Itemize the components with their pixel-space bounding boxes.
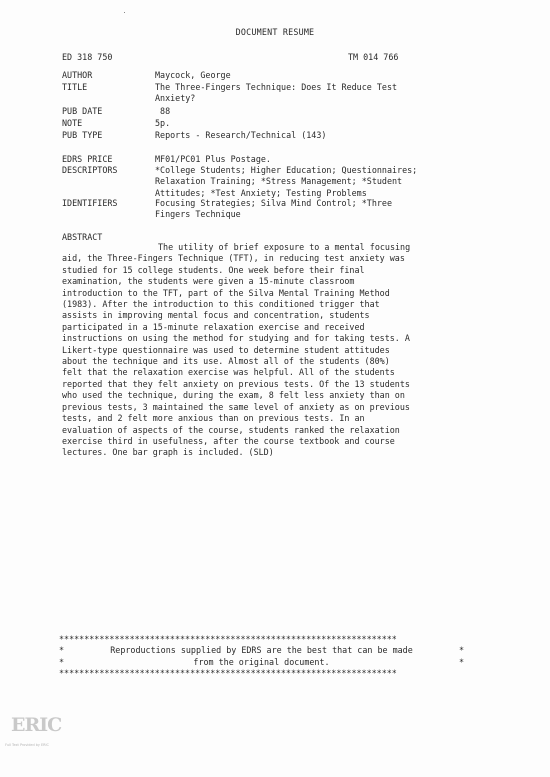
field-value [155,165,485,199]
field-label: TITLE [62,82,88,92]
field-label: PUB DATE [62,106,103,116]
abstract-line: instructions on using the method for studying and for taking tests. A [62,333,410,344]
abstract-line: about the technique and its use. Almost all of the students (80%) [62,356,390,367]
field-value-line: Anxiety? [155,93,196,104]
notice-row [59,657,464,668]
abstract-line: examination, the students were given a 15-minute classroom [62,276,355,287]
star-edge: * [458,645,464,656]
notice-line-1: Reproductions supplied by EDRS are the best that can be made [110,645,413,656]
abstract-line: Likert-type questionnaire was used to determine student attitudes [62,344,390,355]
star-border-bottom: ******************************************************************* [59,668,397,679]
field-value-line: *College Students; Higher Education; Questionnaires; [155,165,418,175]
field-value-line: 88 [155,106,171,116]
reproduction-notice [59,634,464,680]
eric-tagline: Full Text Provided by ERIC [5,743,49,747]
field-value-line: Maycock, George [155,70,231,80]
abstract-line: introduction to the TFT, part of the Silva Mental Training Method [62,287,390,298]
abstract-line: tests, and 2 felt more anxious than on previous tests. In an [62,413,365,424]
notice-line-2: from the original document. [193,656,330,667]
abstract-line: reported that they felt anxiety on previous tests. Of the 13 students [62,378,410,389]
abstract-line: evaluation of aspects of the course, students ranked the relaxation [62,424,400,435]
field-value-line: The Three-Fingers Technique: Does It Reduce Test [155,82,398,92]
field-label: NOTE [62,118,83,128]
abstract-heading: ABSTRACT [62,232,103,242]
field-value [155,106,485,117]
field-label: EDRS PRICE [62,154,113,164]
abstract-line: assists in improving mental focus and concentration, students [62,310,370,321]
scan-speck [124,12,125,13]
ed-number: ED 318 750 [62,52,113,62]
star-edge: * [458,656,464,667]
field-value [155,118,485,129]
field-value-line: MF01/PC01 Plus Postage. [155,154,271,164]
abstract-line: aid, the Three-Fingers Technique (TFT), in reducing test anxiety was [62,253,405,264]
field-value-line: Reports - Research/Technical (143) [155,130,327,140]
field-label: IDENTIFIERS [62,198,118,208]
abstract-line: The utility of brief exposure to a mental focusing [158,242,411,252]
abstract-line: (1983). After the introduction to this conditioned trigger that [62,299,380,310]
field-label: PUB TYPE [62,130,103,140]
field-value-line: Attitudes; *Test Anxiety; Testing Problems [155,187,367,198]
abstract-line: lectures. One bar graph is included. (SLD) [62,447,274,458]
field-value-line: Focusing Strategies; Silva Mind Control; *Three [155,198,392,208]
abstract-line: studied for 15 college students. One week before their final [62,264,365,275]
tm-number: TM 014 766 [348,52,399,62]
abstract-line: exercise third in usefulness, after the course textbook and course [62,435,395,446]
star-edge: * [59,645,65,656]
abstract-text [62,242,462,459]
document-title: DOCUMENT RESUME [235,27,315,37]
star-edge: * [59,656,65,667]
eric-logo: ERIC [11,714,62,736]
field-label: AUTHOR [62,70,93,80]
field-label: DESCRIPTORS [62,165,118,175]
abstract-line: participated in a 15-minute relaxation exercise and received [62,321,365,332]
field-value [155,82,485,105]
field-value [155,130,485,141]
star-border-top: ******************************************************************* [59,634,397,644]
abstract-line: felt that the relaxation exercise was helpful. All of the students [62,367,395,378]
field-value [155,198,485,221]
notice-row [59,645,464,656]
field-value-line: 5p. [155,118,171,128]
abstract-line: previous tests, 3 maintained the same level of anxiety as on previous [62,401,410,412]
field-value-line: Fingers Technique [155,209,241,220]
field-value [155,70,485,81]
field-value [155,154,485,165]
abstract-line: who used the technique, during the exam, 8 felt less anxiety than on [62,390,405,401]
field-value-line: Relaxation Training; *Stress Management; *Student [155,176,403,187]
